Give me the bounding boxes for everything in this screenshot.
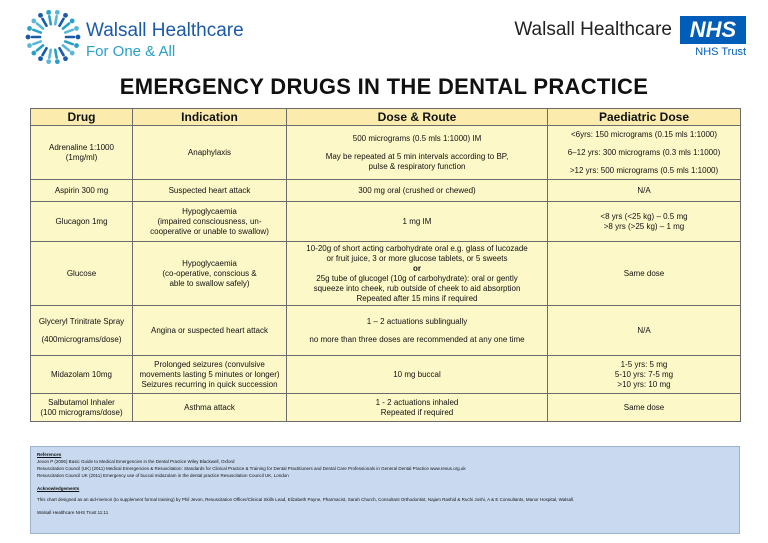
table-row [31, 242, 741, 306]
paediatric-cell: N/A [548, 306, 741, 356]
indication-cell: Prolonged seizures (convulsive movements lasting 5 minutes or longer) Seizures recurring in quick succession [133, 356, 287, 394]
table-row [31, 126, 741, 180]
drug-cell: Salbutamol Inhaler (100 micrograms/dose) [31, 394, 133, 422]
sunburst-people-icon [24, 8, 82, 66]
walsall-nhs-logo [506, 14, 746, 60]
references-heading: References [37, 452, 62, 457]
column-header-dose-route: Dose & Route [287, 109, 548, 126]
drug-cell: Adrenaline 1:1000 (1mg/ml) [31, 126, 133, 180]
page-title: EMERGENCY DRUGS IN THE DENTAL PRACTICE [119, 74, 649, 99]
nhs-badge: NHS [680, 16, 746, 44]
column-header-indication: Indication [133, 109, 287, 126]
table-row [31, 394, 741, 422]
drug-cell: Midazolam 10mg [31, 356, 133, 394]
dose-cell: 1 mg IM [287, 202, 548, 242]
indication-cell: Angina or suspected heart attack [133, 306, 287, 356]
paediatric-cell: Same dose [548, 394, 741, 422]
column-header-drug: Drug [31, 109, 133, 126]
left-brand-tagline: For One & All [86, 43, 176, 60]
paediatric-cell: Same dose [548, 242, 741, 306]
table-row [31, 202, 741, 242]
dose-cell: 1 – 2 actuations sublingually no more than three doses are recommended at any one time [287, 306, 548, 356]
table-row [31, 306, 741, 356]
drugs-table [30, 108, 741, 422]
right-brand-name: Walsall Healthcare [514, 19, 672, 40]
table-row [31, 356, 741, 394]
table-header-row [31, 109, 741, 126]
dose-cell: 10 mg buccal [287, 356, 548, 394]
drug-cell: Glucose [31, 242, 133, 306]
page-header [0, 0, 768, 70]
reference-line: Resuscitation Council (UK) (2011) Medical Emergencies & Resuscitation: Standards for Clinical Practice & Training for Dental Practitioners and Dental Care Professionals in General Dental Practice www.resus.org.uk [37, 466, 466, 471]
column-header-paediatric-dose: Paediatric Dose [548, 109, 741, 126]
paediatric-cell: N/A [548, 180, 741, 202]
footer-text: Walsall Healthcare NHS Trust 11:11 [37, 510, 109, 515]
drug-cell: Glucagon 1mg [31, 202, 133, 242]
dose-cell: 300 mg oral (crushed or chewed) [287, 180, 548, 202]
dose-cell: 10-20g of short acting carbohydrate oral e.g. glass of lucozade or fruit juice, 3 or more glucose tablets, or 5 sweets or 25g tube of glucogel (10g of carbohydrate): oral or gently squeeze into cheek, rub outside of cheek to aid absorption Repeated after 15 mins if required [287, 242, 548, 306]
drug-cell: Aspirin 300 mg [31, 180, 133, 202]
left-brand-name: Walsall Healthcare [86, 20, 244, 41]
indication-cell: Anaphylaxis [133, 126, 287, 180]
paediatric-cell: 1-5 yrs: 5 mg 5-10 yrs: 7-5 mg >10 yrs: 10 mg [548, 356, 741, 394]
drug-cell: Glyceryl Trinitrate Spray (400micrograms/dose) [31, 306, 133, 356]
reference-line: Resuscitation Council UK (2011) Emergency use of buccal midazolam in the dental practice Resuscitation Council UK, London [37, 473, 289, 478]
acknowledgements-heading: Acknowledgements [37, 486, 80, 491]
acknowledgements-text: This chart designed as an aid-memoir (to supplement formal training) by Phil Jevon, Resuscitation Officer/Clinical Skills Lead, Elizabeth Payne, Pharmacist, Sarah Church, Consultant Orthodontist, Najam Rashid & Ruchi Joshi, A & E Consultants, Manor Hospital, Walsall. [37, 497, 575, 502]
indication-cell: Hypoglycaemia (co-operative, conscious & able to swallow safely) [133, 242, 287, 306]
paediatric-cell: <6yrs: 150 micrograms (0.15 mls 1:1000) 6–12 yrs: 300 micrograms (0.3 mls 1:1000) >12 yrs: 500 micrograms (0.5 mls 1:1000) [548, 126, 741, 180]
walsall-logo-left [24, 8, 254, 64]
indication-cell: Suspected heart attack [133, 180, 287, 202]
paediatric-cell: <8 yrs (<25 kg) – 0.5 mg >8 yrs (>25 kg) – 1 mg [548, 202, 741, 242]
nhs-trust-label: NHS Trust [695, 46, 746, 58]
dose-cell: 1 - 2 actuations inhaled Repeated if required [287, 394, 548, 422]
indication-cell: Hypoglycaemia (impaired consciousness, un- cooperative or unable to swallow) [133, 202, 287, 242]
table-row [31, 180, 741, 202]
dose-cell: 500 micrograms (0.5 mls 1:1000) IM May be repeated at 5 min intervals according to BP, pulse & respiratory function [287, 126, 548, 180]
references-box [30, 446, 740, 534]
reference-line: Jevon P (2006) Basic Guide to Medical Emergencies in the Dental Practice Wiley Blackwell, Oxford [37, 459, 235, 464]
indication-cell: Asthma attack [133, 394, 287, 422]
